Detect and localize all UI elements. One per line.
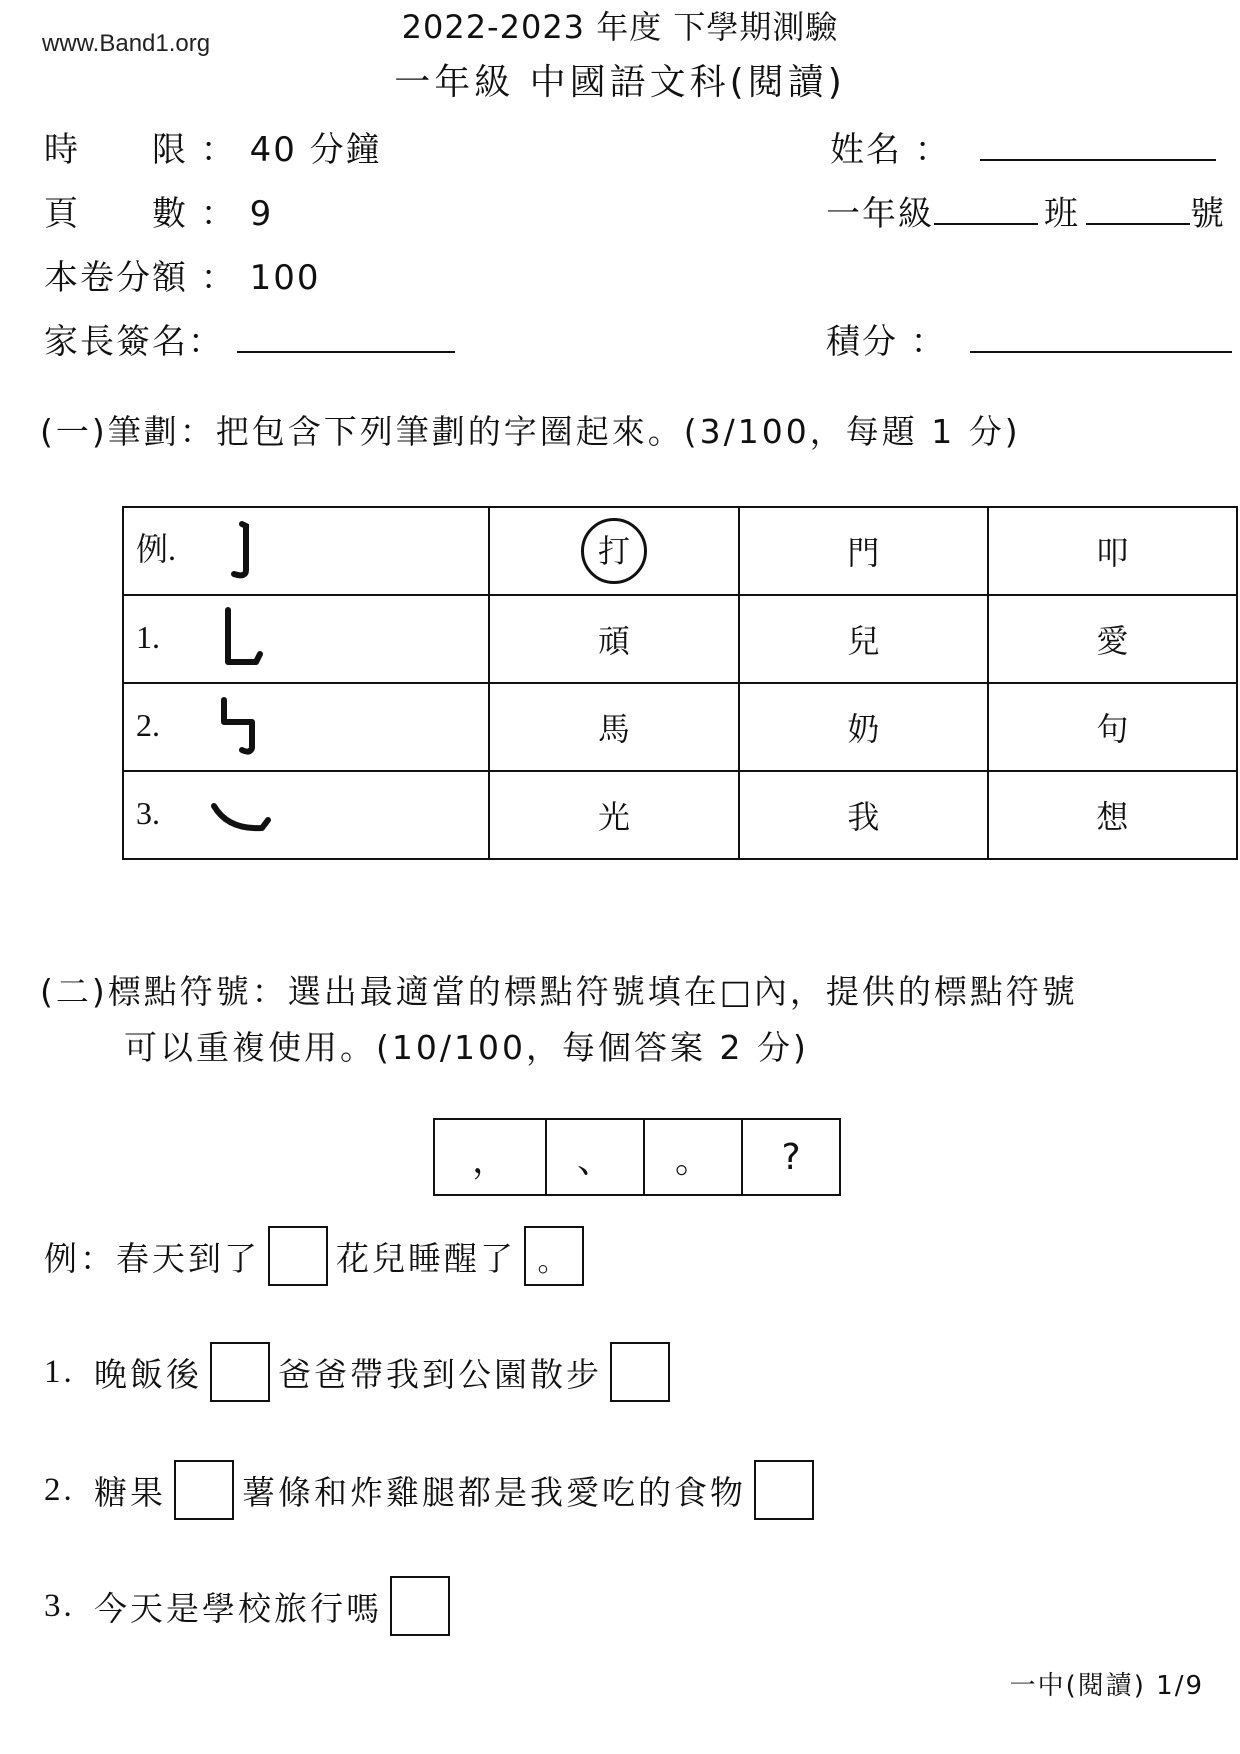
parent-signature-line[interactable] — [237, 350, 455, 353]
example-label: 例 — [44, 1238, 80, 1278]
stroke-wogou-icon — [206, 780, 276, 850]
table-row — [123, 771, 1237, 859]
row-label-cell — [123, 683, 489, 771]
answer-box-filled[interactable] — [524, 1226, 584, 1286]
punctuation-options — [433, 1118, 841, 1196]
score-line[interactable] — [970, 350, 1232, 353]
answer-box[interactable] — [268, 1226, 328, 1286]
char-cell[interactable]: 兒 — [739, 595, 988, 683]
table-row — [123, 595, 1237, 683]
score-field — [826, 314, 1232, 363]
char-cell[interactable] — [489, 507, 739, 595]
question-part2: 爸爸帶我到公園散步 — [278, 1354, 602, 1394]
answer-box[interactable] — [754, 1460, 814, 1520]
question-part1: 晚飯後 — [94, 1354, 202, 1394]
answer-box[interactable] — [610, 1342, 670, 1402]
question-number: 2. — [44, 1471, 75, 1508]
question-number: 1. — [44, 1353, 75, 1390]
class-field — [826, 186, 1226, 235]
section1-heading: (一)筆劃：把包含下列筆劃的字圈起來。(3/100，每題 1 分) — [40, 412, 1021, 451]
parent-signature — [44, 314, 455, 363]
class-line[interactable] — [934, 222, 1038, 225]
example-part1: ：春天到了 — [80, 1238, 260, 1278]
watermark: www.Band1.org — [42, 30, 211, 57]
stroke-shuwangou-icon — [206, 604, 276, 674]
row-label-cell — [123, 507, 489, 595]
page-footer: 一中(閱讀) 1/9 — [1009, 1671, 1204, 1701]
question-part1: 今天是學校旅行嗎 — [94, 1588, 382, 1628]
table-row — [123, 507, 1237, 595]
page-count: 頁 數 ： 9 — [44, 194, 274, 234]
char-cell[interactable]: 叩 — [988, 507, 1237, 595]
total-marks: 本卷分額 ： 100 — [44, 258, 321, 298]
name-label: 姓名 ： — [830, 130, 951, 170]
stroke-table — [122, 506, 1238, 860]
char-cell[interactable]: 頑 — [489, 595, 739, 683]
row-label-cell — [123, 595, 489, 683]
char-cell[interactable]: 句 — [988, 683, 1237, 771]
grade-label: 一年級 — [826, 194, 934, 234]
section2-heading-line2: 可以重複使用。(10/100，每個答案 2 分) — [124, 1028, 809, 1067]
example-question — [44, 1226, 592, 1286]
stroke-pie-icon — [206, 516, 276, 586]
score-label: 積分 ： — [826, 322, 947, 362]
stroke-shuzhezhegou-icon — [206, 692, 276, 762]
row-label: 3. — [136, 795, 160, 831]
answer-box[interactable] — [390, 1576, 450, 1636]
question-part1: 糖果 — [94, 1472, 166, 1512]
answer-box[interactable] — [210, 1342, 270, 1402]
circled-char: 打 — [581, 518, 647, 584]
char-cell[interactable]: 我 — [739, 771, 988, 859]
row-label: 1. — [136, 619, 160, 655]
question-number: 3. — [44, 1587, 75, 1624]
char-cell[interactable]: 馬 — [489, 683, 739, 771]
section2-heading-line1: (二)標點符號：選出最適當的標點符號填在□內，提供的標點符號 — [40, 972, 1078, 1011]
parent-signature-label: 家長簽名： — [44, 322, 224, 362]
question-2 — [44, 1460, 822, 1520]
example-answer: 。 — [537, 1244, 571, 1279]
char-cell[interactable]: 想 — [988, 771, 1237, 859]
number-line[interactable] — [1086, 222, 1190, 225]
row-label: 例. — [136, 531, 177, 567]
row-label-cell — [123, 771, 489, 859]
punct-option-comma: ， — [435, 1120, 547, 1194]
punct-option-period: 。 — [645, 1120, 743, 1194]
row-label: 2. — [136, 707, 160, 743]
punct-option-pause: 、 — [547, 1120, 645, 1194]
question-3 — [44, 1576, 458, 1636]
char-cell[interactable]: 愛 — [988, 595, 1237, 683]
char-cell[interactable]: 門 — [739, 507, 988, 595]
exam-title: 2022-2023 年度 下學期測驗 — [401, 8, 839, 46]
exam-subtitle: 一年級 中國語文科(閱讀) — [394, 62, 846, 103]
answer-box[interactable] — [174, 1460, 234, 1520]
table-row — [123, 683, 1237, 771]
class-label: 班 — [1044, 194, 1080, 234]
name-line[interactable] — [980, 158, 1216, 161]
punct-option-question: ? — [781, 1136, 801, 1178]
time-limit: 時 限 ： 40 分鐘 — [44, 130, 382, 170]
name-field — [830, 122, 1216, 171]
number-label: 號 — [1190, 194, 1226, 234]
question-part2: 薯條和炸雞腿都是我愛吃的食物 — [242, 1472, 746, 1512]
char-cell[interactable]: 奶 — [739, 683, 988, 771]
question-1 — [44, 1342, 678, 1402]
example-part2: 花兒睡醒了 — [336, 1238, 516, 1278]
char-cell[interactable]: 光 — [489, 771, 739, 859]
